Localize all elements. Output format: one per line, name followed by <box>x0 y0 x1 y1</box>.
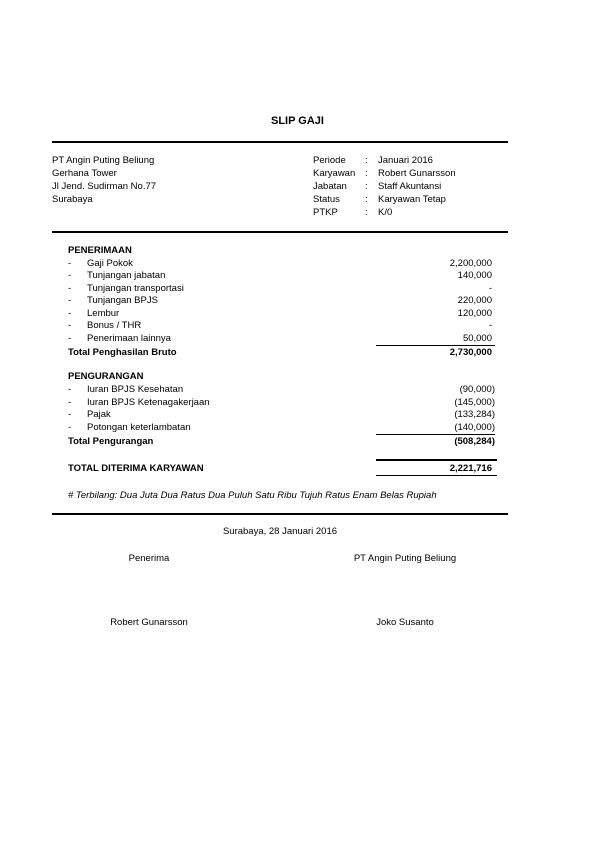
net-total-line-top <box>376 459 497 461</box>
earning-amount: 220,000 <box>457 295 492 306</box>
company-street: Jl Jend. Sudirman No.77 <box>52 181 157 192</box>
deduction-label: Pajak <box>87 409 111 420</box>
header-divider-bottom <box>52 231 508 233</box>
info-value-periode: Januari 2016 <box>378 155 433 166</box>
info-label-karyawan: Karyawan <box>313 168 356 179</box>
list-bullet: - <box>68 320 72 331</box>
earning-amount: 50,000 <box>462 333 492 344</box>
info-label-periode: Periode <box>313 155 346 166</box>
list-bullet: - <box>68 333 72 344</box>
info-value-ptkp: K/0 <box>378 207 393 218</box>
info-value-jabatan: Staff Akuntansi <box>378 181 442 192</box>
net-total-line-bottom <box>376 475 497 476</box>
list-bullet: - <box>68 422 72 433</box>
earning-amount: 120,000 <box>457 308 492 319</box>
document-title: SLIP GAJI <box>271 115 324 127</box>
list-bullet: - <box>68 295 72 306</box>
info-value-karyawan: Robert Gunarsson <box>378 168 456 179</box>
net-total-label: TOTAL DITERIMA KARYAWAN <box>68 463 204 474</box>
info-colon: : <box>365 155 368 166</box>
receiver-label: Penerima <box>128 553 170 564</box>
company-building: Gerhana Tower <box>52 168 117 179</box>
list-bullet: - <box>68 397 72 408</box>
company-signer-name: Joko Susanto <box>376 617 434 628</box>
earning-label: Bonus / THR <box>87 320 142 331</box>
earnings-heading: PENERIMAAN <box>68 245 132 256</box>
net-total-amount: 2,221,716 <box>449 463 492 474</box>
company-name: PT Angin Puting Beliung <box>52 155 155 166</box>
earning-label: Penerimaan lainnya <box>87 333 171 344</box>
earning-amount: - <box>488 283 492 294</box>
earning-amount: 140,000 <box>457 270 492 281</box>
info-label-ptkp: PTKP <box>313 207 338 218</box>
deduction-amount: (133,284) <box>454 409 495 420</box>
info-colon: : <box>365 168 368 179</box>
deductions-sum-line <box>376 434 495 435</box>
list-bullet: - <box>68 283 72 294</box>
earning-label: Lembur <box>87 308 120 319</box>
info-colon: : <box>365 207 368 218</box>
deductions-heading: PENGURANGAN <box>68 371 144 382</box>
list-bullet: - <box>68 270 72 281</box>
info-value-status: Karyawan Tetap <box>378 194 446 205</box>
earnings-sum-line <box>376 345 495 346</box>
list-bullet: - <box>68 409 72 420</box>
receiver-name: Robert Gunarsson <box>110 617 188 628</box>
deduction-amount: (140,000) <box>454 422 495 433</box>
place-date: Surabaya, 28 Januari 2016 <box>222 526 338 537</box>
amount-in-words: # Terbilang: Dua Juta Dua Ratus Dua Puluh Satu Ribu Tujuh Ratus Enam Belas Rupiah <box>68 490 437 501</box>
earning-label: Gaji Pokok <box>87 258 133 269</box>
header-divider-top <box>52 141 508 143</box>
earning-label: Tunjangan transportasi <box>87 283 184 294</box>
company-city: Surabaya <box>52 194 93 205</box>
earning-label: Tunjangan jabatan <box>87 270 166 281</box>
list-bullet: - <box>68 258 72 269</box>
info-colon: : <box>365 194 368 205</box>
info-colon: : <box>365 181 368 192</box>
deductions-total-label: Total Pengurangan <box>68 436 154 447</box>
earnings-total-label: Total Penghasilan Bruto <box>68 347 177 358</box>
list-bullet: - <box>68 308 72 319</box>
deduction-amount: (145,000) <box>454 397 495 408</box>
deduction-label: Iuran BPJS Ketenagakerjaan <box>87 397 210 408</box>
company-signature-label: PT Angin Puting Beliung <box>353 553 457 564</box>
earning-amount: 2,200,000 <box>449 258 492 269</box>
deductions-total-amount: (508,284) <box>454 436 495 447</box>
info-label-jabatan: Jabatan <box>313 181 347 192</box>
list-bullet: - <box>68 384 72 395</box>
earnings-total-amount: 2,730,000 <box>449 347 492 358</box>
deduction-label: Iuran BPJS Kesehatan <box>87 384 184 395</box>
info-label-status: Status <box>313 194 340 205</box>
deduction-label: Potongan keterlambatan <box>87 422 191 433</box>
earning-amount: - <box>488 320 492 331</box>
deduction-amount: (90,000) <box>459 384 495 395</box>
earning-label: Tunjangan BPJS <box>87 295 158 306</box>
footer-divider <box>52 513 508 515</box>
